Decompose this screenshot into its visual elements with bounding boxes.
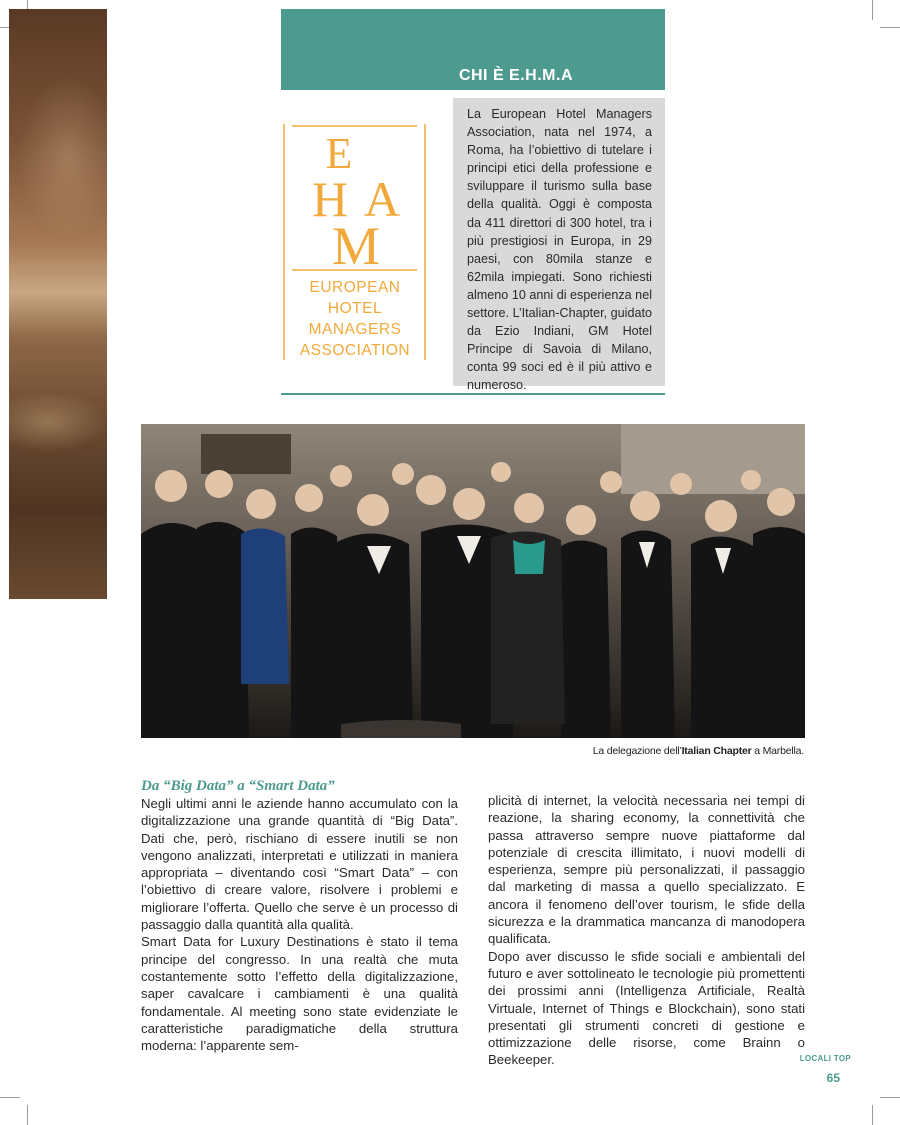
article-column-left xyxy=(141,795,458,1054)
ehma-info-box xyxy=(453,98,665,393)
caption-suffix: a Marbella. xyxy=(751,745,804,757)
crop-mark xyxy=(0,1097,20,1098)
crop-mark xyxy=(880,1097,900,1098)
article-paragraph: Dopo aver discusso le sfide sociali e ambientali del futuro e aver sottolineato le tecnologie più promettenti dei prossimi anni (Intelligenza Artificiale, Realtà Virtuale, Internet of Things e Blockchain), sono stati presentati gli strumenti concreti di gestione e ottimizzazione delle risorse, come Brainn o Beekeeper. xyxy=(488,948,805,1068)
ehma-info-text: La European Hotel Managers Association, nata nel 1974, a Roma, ha l’obiettivo di tutelare i principi etici della professione e sviluppare il turismo sulla base della qualità. Oggi è composta da 411 direttori di 300 hotel, tra i più prestigiosi in Europa, in 29 paesi, con 80mila stanze e 62mila impiegati. Sono richiesti almeno 10 anni di esperienza nel settore. L’Italian-Chapter, guidato da Ezio Indiani, GM Hotel Principe di Savoia di Milano, conta 99 soci ed è il più attivo e numeroso. xyxy=(467,107,652,393)
logo-letter-a: A xyxy=(363,171,401,227)
footer-section-label: LOCALI TOP xyxy=(799,1054,851,1063)
logo-line-managers: MANAGERS xyxy=(308,321,402,338)
crop-mark xyxy=(27,1105,28,1125)
logo-letter-e: E xyxy=(325,129,353,178)
sidebar-title: CHI È E.H.M.A xyxy=(458,67,573,84)
logo-line-european: EUROPEAN xyxy=(309,279,401,296)
group-photo xyxy=(141,424,805,738)
divider-rule xyxy=(281,393,665,395)
logo-letter-h: H xyxy=(311,171,349,227)
article-paragraph: Negli ultimi anni le aziende hanno accumulato con la digitalizzazione una grande quantità di “Big Data”. Dati che, però, rischiano di essere inutili se non vengono analizzati, interpretati e utilizzati in maniera appropriata – diventando così “Smart Data” – con l’obiettivo di creare valore, risolvere i problemi e migliorare l’offerta. Quello che serve è un processo di passaggio dalla quantità alla qualità. xyxy=(141,796,458,933)
logo-line-association: ASSOCIATION xyxy=(299,342,411,359)
caption-prefix: La delegazione dell’ xyxy=(592,745,682,757)
photo-caption xyxy=(593,745,804,757)
article-paragraph: plicità di internet, la velocità necessaria nei tempi di reazione, la sharing economy, la connettività che passa attraverso sempre nuove piattaforme dal potenziale di crescita illimitato, i nuovi modelli di esperienza, sempre più personalizzati, il passaggio dal marketing di massa a quello specializzato. E ancora il fenomeno dell’over tourism, le sfide della sicurezza e la drammatica mancanza di manodopera qualificata. xyxy=(488,793,805,947)
crop-mark xyxy=(880,27,900,28)
page-number: 65 xyxy=(826,1071,840,1085)
caption-bold: Italian Chapter xyxy=(681,745,752,757)
side-decorative-photo xyxy=(9,9,107,599)
sidebar-header xyxy=(281,9,665,90)
crop-mark xyxy=(872,0,873,20)
crop-mark xyxy=(872,1105,873,1125)
article-paragraph: Smart Data for Luxury Destinations è stato il tema principe del congresso. In una realtà che muta costantemente sotto l’effetto della digitalizzazione, saper cavalcare i cambiamenti è una qualità fondamentale. Al meeting sono state evidenziate le caratteristiche paradigmatiche della struttura moderna: l’apparente sem- xyxy=(141,934,458,1054)
ehma-logo xyxy=(282,124,427,360)
logo-line-hotel: HOTEL xyxy=(327,300,383,317)
logo-letter-m: M xyxy=(331,216,381,276)
article-column-right xyxy=(488,792,805,1069)
article-title: Da “Big Data” a “Smart Data” xyxy=(141,778,335,794)
